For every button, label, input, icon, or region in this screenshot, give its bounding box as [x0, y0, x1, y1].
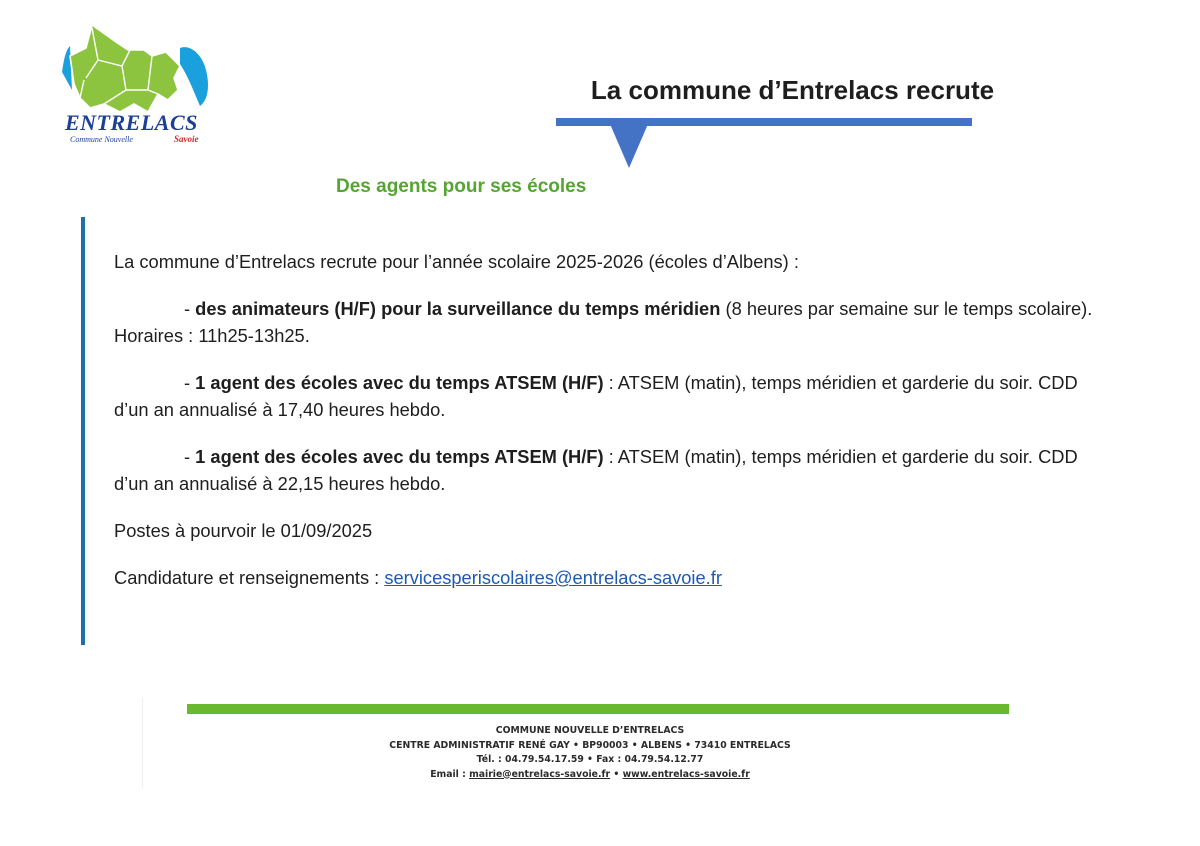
footer-email-link[interactable]: mairie@entrelacs-savoie.fr [469, 768, 611, 780]
logo-subtitle: Commune Nouvelle [70, 135, 133, 144]
job-item-prefix: - [184, 372, 196, 393]
start-date: Postes à pourvoir le 01/09/2025 [114, 520, 373, 541]
job-item-details: : ATSEM (matin), temps méridien et garderie du soir. CDD d’un an annualisé à 17,40 heures hebdo. [114, 372, 1078, 420]
footer-separator: • [610, 768, 623, 780]
footer-phone: Tél. : 04.79.54.17.59 • Fax : 04.79.54.12.77 [476, 754, 704, 765]
job-item-details: (8 heures par semaine sur le temps scolaire). Horaires : 11h25-13h25. [114, 298, 1093, 346]
footer-divider [142, 698, 143, 788]
footer [150, 724, 1030, 782]
intro-paragraph: La commune d’Entrelacs recrute pour l’année scolaire 2025-2026 (écoles d’Albens) : [114, 251, 799, 272]
footer-website-link[interactable]: www.entrelacs-savoie.fr [622, 768, 750, 780]
footer-email-label: Email : [430, 768, 470, 780]
job-item [114, 369, 1094, 423]
contact-email-link[interactable]: servicesperiscolaires@entrelacs-savoie.fr [384, 567, 722, 588]
job-item [114, 443, 1094, 497]
contact-label: Candidature et renseignements : [114, 567, 385, 588]
job-item-prefix: - [184, 298, 196, 319]
left-accent-bar [81, 217, 85, 645]
title-underline-arrow [556, 118, 972, 170]
job-item-prefix: - [184, 446, 196, 467]
footer-contact [150, 768, 1030, 783]
job-item-details: : ATSEM (matin), temps méridien et garderie du soir. CDD d’un an annualisé à 22,15 heures hebdo. [114, 446, 1078, 494]
job-description [114, 248, 1094, 611]
entrelacs-logo [62, 20, 218, 150]
job-item-title: des animateurs (H/F) pour la surveillance du temps méridien [195, 298, 721, 319]
footer-address: CENTRE ADMINISTRATIF RENÉ GAY • BP90003 • ALBENS • 73410 ENTRELACS [389, 739, 791, 751]
logo-wordmark: ENTRELACS [65, 110, 198, 135]
logo-region: Savoie [174, 134, 199, 144]
logo-map-icon [62, 20, 218, 120]
footer-org: COMMUNE NOUVELLE D’ENTRELACS [495, 725, 685, 736]
contact-line [114, 564, 1094, 591]
footer-green-bar [187, 704, 1009, 714]
page-subtitle: Des agents pour ses écoles [336, 176, 587, 197]
page-title: La commune d’Entrelacs recrute [590, 75, 995, 105]
job-item-title: 1 agent des écoles avec du temps ATSEM (H/F) [195, 372, 604, 393]
job-item [114, 295, 1094, 349]
job-item-title: 1 agent des écoles avec du temps ATSEM (H/F) [195, 446, 604, 467]
